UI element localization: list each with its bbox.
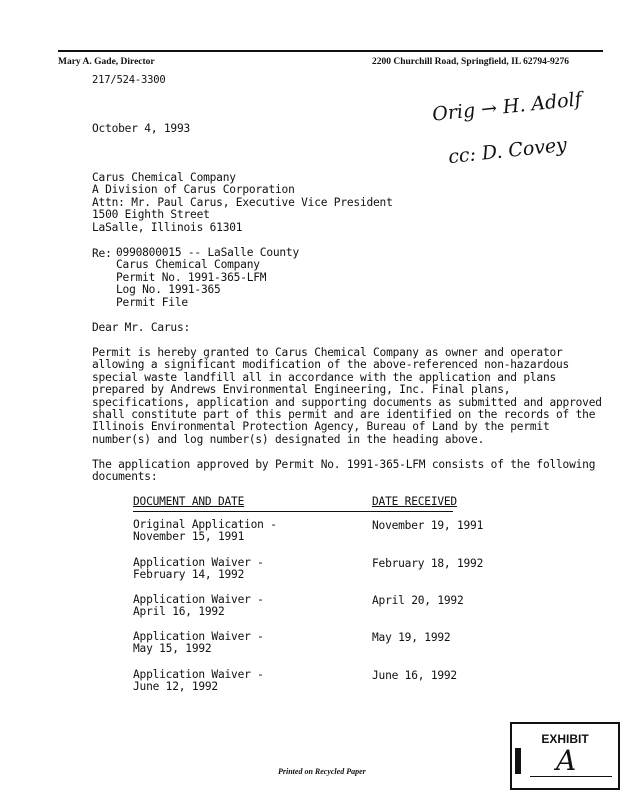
table-row-received: May 19, 1992 bbox=[372, 631, 451, 644]
column-header-received: DATE RECEIVED bbox=[372, 495, 457, 508]
document-date: June 12, 1992 bbox=[133, 680, 218, 694]
document-date: May 15, 1992 bbox=[133, 642, 212, 656]
exhibit-sticker bbox=[510, 722, 620, 790]
paragraph-line: specifications, application and supporting documents as submitted and approved bbox=[92, 395, 602, 409]
table-row-document bbox=[133, 631, 264, 656]
document-title: Application Waiver - bbox=[133, 593, 264, 606]
table-row-document bbox=[133, 519, 277, 544]
table-row-received: June 16, 1992 bbox=[372, 669, 457, 682]
paragraph-line: prepared by Andrews Environmental Engineering, Inc. Final plans, bbox=[92, 383, 511, 397]
handwritten-cc-note: cc: D. Covey bbox=[447, 133, 568, 169]
paragraph-line: shall constitute part of this permit and are identified on the records of the bbox=[92, 408, 596, 422]
table-row-received: February 18, 1992 bbox=[372, 557, 484, 570]
table-row-document bbox=[133, 594, 264, 619]
documents-paragraph bbox=[92, 459, 595, 484]
paragraph-line: Permit is hereby granted to Carus Chemical Company as owner and operator bbox=[92, 346, 563, 359]
table-row-document bbox=[133, 669, 264, 694]
document-title: Application Waiver - bbox=[133, 630, 264, 643]
director-name: Mary A. Gade, Director bbox=[58, 57, 155, 67]
permit-paragraph bbox=[92, 347, 602, 446]
recipient-line: Carus Chemical Company bbox=[92, 171, 236, 184]
paragraph-line: special waste landfill all in accordance with the application and plans bbox=[92, 370, 557, 384]
paragraph-line: allowing a significant modification of the above-referenced non-hazardous bbox=[92, 358, 570, 372]
exhibit-label: EXHIBIT bbox=[541, 732, 589, 746]
paragraph-line: Illinois Environmental Protection Agency, Bureau of Land by the permit bbox=[92, 420, 550, 434]
document-date: November 15, 1991 bbox=[133, 530, 245, 544]
recipient-line: A Division of Carus Corporation bbox=[92, 183, 295, 197]
letter-date: October 4, 1993 bbox=[92, 122, 191, 135]
column-header-document: DOCUMENT AND DATE bbox=[133, 495, 245, 508]
agency-phone: 217/524-3300 bbox=[92, 74, 166, 86]
table-row-document bbox=[133, 557, 264, 582]
letterhead-rule bbox=[58, 50, 603, 52]
document-title: Application Waiver - bbox=[133, 668, 264, 681]
agency-address: 2200 Churchill Road, Springfield, IL 62794-9276 bbox=[372, 57, 569, 67]
re-line: 0990800015 -- LaSalle County bbox=[116, 246, 299, 259]
recipient-line: LaSalle, Illinois 61301 bbox=[92, 220, 243, 234]
recipient-line: 1500 Eighth Street bbox=[92, 208, 210, 222]
document-title: Application Waiver - bbox=[133, 556, 264, 569]
re-line: Permit No. 1991-365-LFM bbox=[116, 270, 267, 284]
re-block bbox=[116, 247, 299, 309]
handwritten-orig-note: Orig → H. Adolf bbox=[431, 88, 583, 126]
recipient-address bbox=[92, 172, 393, 234]
exhibit-bar bbox=[515, 748, 521, 774]
table-header-rule bbox=[133, 511, 453, 512]
table-row-received: April 20, 1992 bbox=[372, 594, 464, 607]
document-date: April 16, 1992 bbox=[133, 605, 225, 619]
recipient-line: Attn: Mr. Paul Carus, Executive Vice President bbox=[92, 195, 393, 209]
re-line: Carus Chemical Company bbox=[116, 258, 260, 272]
paragraph-line: The application approved by Permit No. 1991-365-LFM consists of the following bbox=[92, 458, 596, 471]
salutation: Dear Mr. Carus: bbox=[92, 321, 191, 334]
exhibit-handwritten-mark: A bbox=[556, 744, 577, 777]
paragraph-line: number(s) and log number(s) designated in the heading above. bbox=[92, 432, 485, 446]
re-line: Permit File bbox=[116, 295, 188, 309]
document-title: Original Application - bbox=[133, 518, 277, 531]
re-label: Re: bbox=[92, 247, 112, 260]
re-line: Log No. 1991-365 bbox=[116, 283, 221, 297]
table-row-received: November 19, 1991 bbox=[372, 519, 484, 532]
recycled-paper-note: Printed on Recycled Paper bbox=[278, 767, 366, 776]
paragraph-line: documents: bbox=[92, 470, 158, 484]
document-date: February 14, 1992 bbox=[133, 568, 245, 582]
